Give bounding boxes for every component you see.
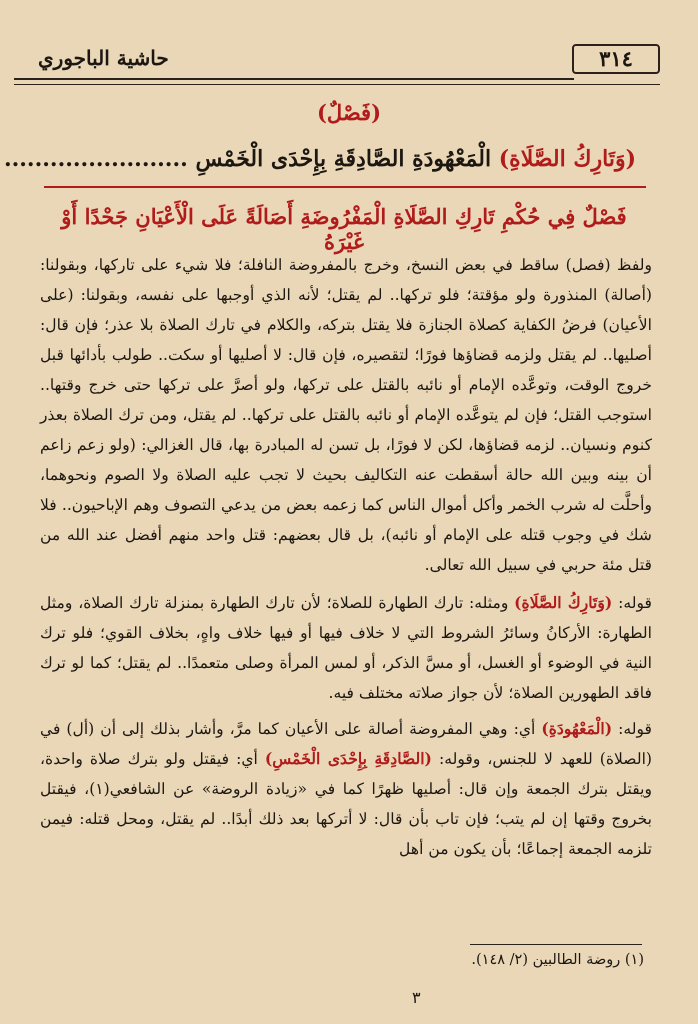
p2-lead: قوله: — [618, 594, 652, 612]
section-heading: (فَصْلٌ) — [316, 100, 382, 125]
p3-text-2: أي: فيقتل ولو بترك صلاة واحدة، ويقتل بترك الجمعة وإن قال: أصليها ظهرًا كما في «زيادة الروضة» عن الشافعي(١)، فيقتل بخروج وقتها إن لم يتب؛ فإن تاب بأن قال: لا أتركها بعد ذلك أبدًا.. لم يقتل، ومحل قتله: فيمن تلزمه الجمعة إجماعًا؛ بأن يكون من أهل — [40, 750, 652, 858]
matn-black-part: الْمَعْهُودَةِ الصَّادِقَةِ بِإِحْدَى الْخَمْسِ — [195, 146, 492, 172]
p3-lead: قوله: — [618, 720, 653, 738]
p2-highlight: (وَتَارِكُ الصَّلَاةِ) — [514, 593, 613, 612]
matn-red-part: (وَتَارِكُ الصَّلَاةِ) — [498, 146, 636, 172]
commentary-body — [40, 250, 652, 864]
paragraph-2 — [40, 588, 652, 708]
paragraph-1: ولفظ (فصل) ساقط في بعض النسخ، وخرج بالمفروضة النافلة؛ فلا شيء على تاركها، وبقولنا: (أصالة) المنذورة ولو مؤقتة؛ فلو تركها.. لم يقتل؛ لأنه الذي أوجبها على نفسه، وبقولنا: (على الأعيان) فرضُ الكفاية كصلاة الجنازة فلا يقتل بتركه، والكلام في تارك الصلاة بلا عذر؛ فإن قال: أصليها.. لم يقتل ولزمه قضاؤها فورًا؛ لتقصيره، فإن قال: لا أصليها أو سكت.. طولب بأدائها قبل خروج الوقت، وتوعَّده الإمام أو نائبه بالقتل على تركها، ولو أصرَّ على تركها حتى خرج وقتها.. استوجب القتل؛ فإن لم يتوعَّده الإمام أو نائبه بالقتل على تركها.. لم يقتل، ومن ترك الصلاة بعذر كنوم ونسيان.. لزمه قضاؤها، لكن لا فورًا، بل تسن له المبادرة بها، قال الغزالي: (ولو زعم زاعم أن بينه وبين الله حالة أسقطت عنه التكاليف بحيث لا تجب عليه الصلاة ولا الصوم ونحوهما، وأحلَّت له شرب الخمر وأكل أموال الناس كما زعمه بعض من يدعي التصوف وهم الإباحيون.. فلا شك في وجوب قتله على الإمام أو نائبه)، بل قال بعضهم: قتل واحد منهم أفضل عند الله من قتل مئة حربي في سبيل الله تعالى. — [40, 256, 652, 574]
footnote: (١) روضة الطالبين (٢/ ١٤٨). — [471, 952, 644, 968]
header-rule — [14, 78, 574, 80]
p3-highlight-2: (الصَّادِقَةِ بِإِحْدَى الْخَمْسِ) — [264, 749, 432, 768]
paragraph-gap — [40, 580, 652, 588]
footnote-rule — [470, 944, 642, 945]
page-marker: ٣ — [412, 988, 421, 1007]
page-number: ٣١٤ — [572, 44, 660, 74]
p2-text: ومثله: تارك الطهارة للصلاة؛ لأن تارك الطهارة بمنزلة تارك الصلاة، ومثل الطهارة: الأركانُ وسائرُ الشروط التي لا خلاف فيها أو فيها خلاف واهٍ، بخلاف القوي؛ فلو ترك النية في الوضوء أو الغسل، أو مسَّ الذكر، أو لمس المرأة وصلى متعمدًا.. لم يقتل؛ كما لو ترك فاقد الطهورين الصلاة؛ لأن جواز صلاته مختلف فيه. — [40, 594, 652, 702]
paragraph-3 — [40, 714, 652, 864]
page-header — [14, 34, 660, 78]
matn-line — [3, 146, 636, 172]
running-title: حاشية الباجوري — [38, 46, 169, 70]
p3-highlight-1: (الْمَعْهُودَةِ) — [541, 719, 613, 738]
p3-text-1: أي: وهي المفروضة أصالة على الأعيان كما مرَّ، وأشار بذلك إلى أن (أل) في (الصلاة) للعهد لا للجنس، وقوله: — [40, 720, 652, 768]
red-divider — [44, 186, 646, 188]
header-rule-thin — [14, 84, 660, 85]
chapter-subheading: فَصْلٌ فِي حُكْمِ تَارِكِ الصَّلَاةِ الْمَفْرُوضَةِ أَصَالَةً عَلَى الْأَعْيَانِ جَحْدًا أَوْ غَيْرَهُ — [61, 204, 627, 254]
matn-dots: ........................ — [3, 146, 188, 172]
